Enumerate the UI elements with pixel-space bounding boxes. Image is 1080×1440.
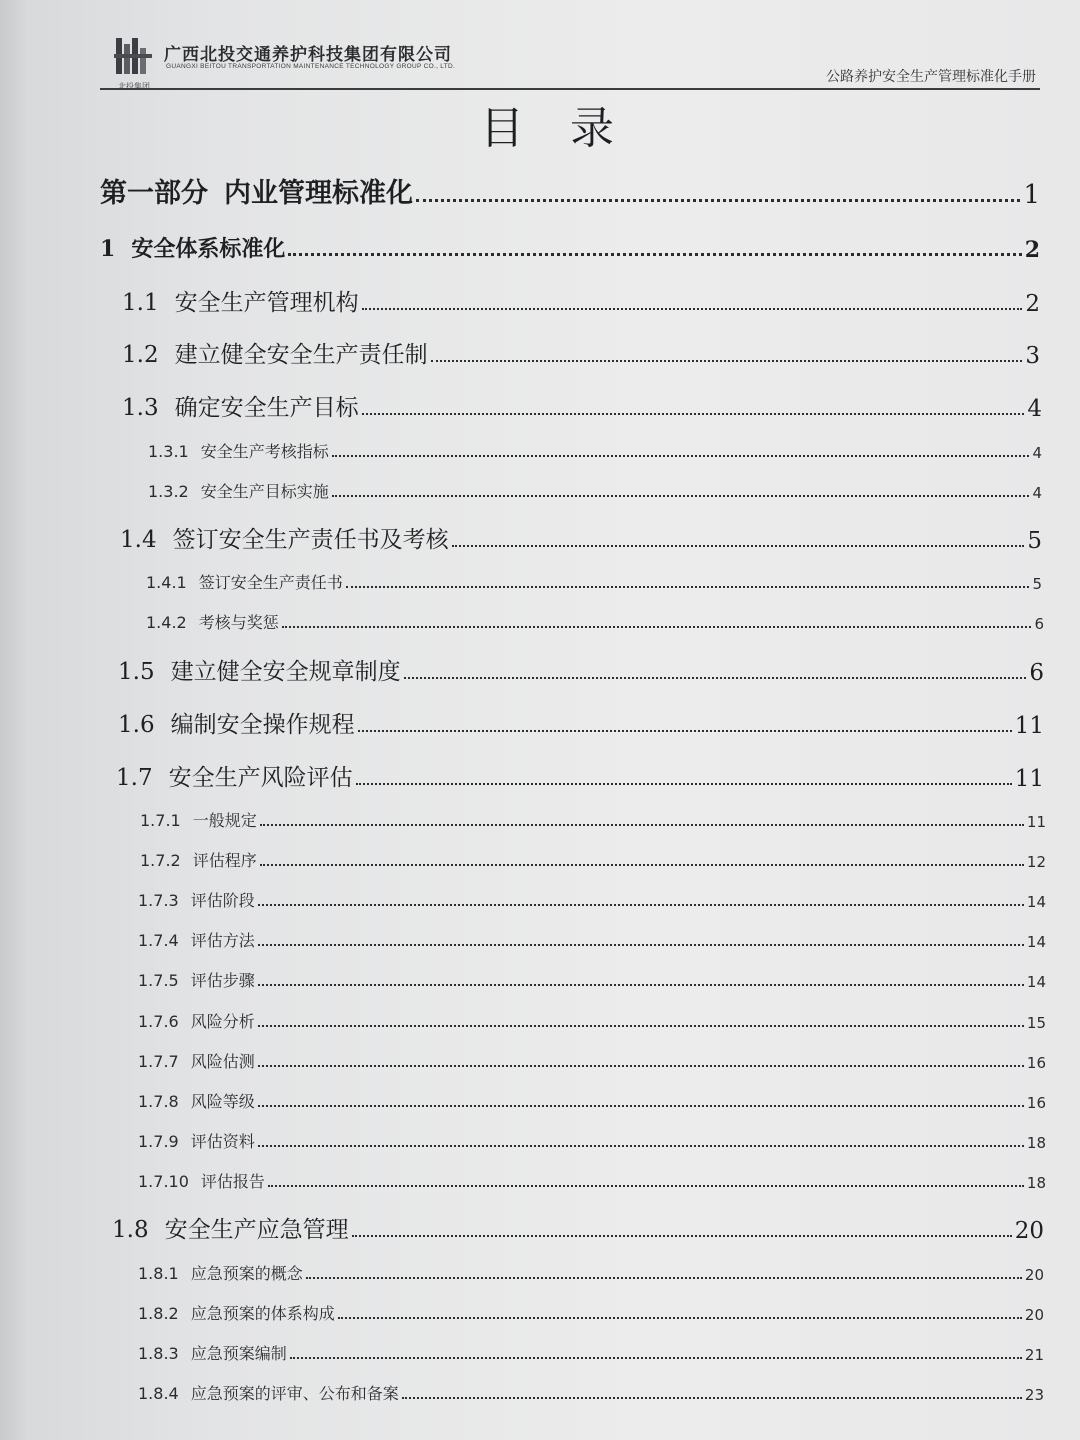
toc-entry-label	[138, 968, 255, 991]
toc-entry-number: 1	[100, 236, 116, 262]
toc-heading: 目录	[480, 103, 660, 154]
toc-entry-number: 1.7	[116, 765, 153, 791]
toc-entry-title: 评估步骤	[190, 971, 255, 990]
toc-entry-page-number: 11	[1026, 813, 1046, 831]
toc-entry-label	[138, 1169, 265, 1192]
toc-entry	[138, 925, 1046, 951]
toc-entry-page-number: 14	[1026, 973, 1046, 991]
toc-entry	[118, 650, 1044, 686]
toc-entry-label	[122, 389, 359, 422]
company-name-en: GUANGXI BEITOU TRANSPORTATION MAINTENANCE TECHNOLOGY GROUP CO., LTD.	[166, 63, 456, 70]
dot-leader	[282, 626, 1032, 628]
toc-entry-title: 风险分析	[190, 1012, 255, 1031]
dot-leader	[260, 824, 1024, 826]
toc-entry-page-number: 21	[1024, 1346, 1044, 1364]
toc-entry-label	[112, 1211, 349, 1244]
toc-entry-page-number: 3	[1025, 343, 1040, 369]
toc-entry-title: 内业管理标准化	[224, 178, 413, 209]
toc-entry-title: 应急预案编制	[190, 1344, 287, 1363]
toc-entry-title: 签订安全生产责任书及考核	[172, 527, 449, 553]
toc-entry-title: 建立健全安全规章制度	[170, 659, 401, 685]
dot-leader	[288, 253, 1021, 256]
toc-entry	[148, 476, 1042, 502]
toc-entry-number: 1.4.1	[146, 573, 187, 592]
toc-entry-page-number: 14	[1026, 893, 1046, 911]
toc-entry-number: 1.7.4	[138, 931, 179, 950]
toc-entry-title: 应急预案的体系构成	[190, 1304, 335, 1323]
toc-entry-title: 评估程序	[192, 851, 257, 870]
toc-entry	[138, 1046, 1046, 1072]
toc-entry-label	[138, 1089, 255, 1112]
toc-entry-title: 一般规定	[192, 811, 257, 830]
toc-entry-label	[116, 759, 353, 792]
toc-entry-number: 1.8.3	[138, 1344, 179, 1363]
toc-entry	[148, 436, 1042, 462]
page-edge-shadow	[0, 0, 28, 1440]
toc-entry	[138, 1126, 1046, 1152]
toc-entry-number: 1.6	[118, 712, 155, 738]
toc-entry-title: 安全体系标准化	[131, 237, 286, 262]
company-name-cn: 广西北投交通养护科技集团有限公司	[164, 45, 452, 65]
toc-entry	[100, 170, 1040, 210]
toc-entry	[138, 1298, 1044, 1324]
toc-entry	[116, 756, 1044, 792]
toc-entry-title: 安全生产管理机构	[174, 290, 359, 316]
dot-leader	[290, 1357, 1022, 1359]
dot-leader	[338, 1317, 1022, 1319]
toc-entry-title: 建立健全安全生产责任制	[174, 342, 428, 368]
toc-entry-title: 安全生产考核指标	[200, 442, 329, 461]
toc-entry-page-number: 6	[1029, 660, 1044, 686]
toc-entry-number: 1.5	[118, 659, 155, 685]
toc-entry	[138, 1086, 1046, 1112]
toc-entry-title: 评估报告	[200, 1172, 265, 1191]
page-header	[100, 22, 1040, 94]
toc-entry-page-number: 16	[1026, 1094, 1046, 1112]
toc-entry	[118, 703, 1044, 739]
toc-entry-page-number: 20	[1024, 1306, 1044, 1324]
company-logo	[112, 34, 156, 94]
toc-entry-number: 1.7.1	[140, 811, 181, 830]
toc-entry-label	[118, 706, 355, 739]
toc-entry-page-number: 2	[1024, 237, 1040, 263]
toc-entry-label	[120, 521, 449, 554]
toc-entry-title: 评估方法	[190, 931, 255, 950]
toc-entry-title: 编制安全操作规程	[170, 712, 355, 738]
dot-leader	[258, 944, 1024, 946]
toc-entry-page-number: 15	[1026, 1014, 1046, 1032]
toc-entry-title: 考核与奖惩	[198, 613, 279, 632]
toc-entry-label	[146, 610, 279, 633]
toc-entry-page-number: 4	[1027, 396, 1042, 422]
toc-entry-number: 1.7.7	[138, 1052, 179, 1071]
dot-leader	[356, 783, 1012, 785]
toc-entry-label	[138, 1341, 287, 1364]
toc-entry-number: 1.3	[122, 395, 159, 421]
toc-entry-label	[140, 808, 257, 831]
dot-leader	[402, 1397, 1022, 1399]
toc-entry-title: 安全生产应急管理	[164, 1217, 349, 1243]
toc-entry-page-number: 5	[1032, 575, 1042, 593]
dot-leader	[258, 1065, 1024, 1067]
dot-leader	[346, 586, 1030, 588]
dot-leader	[362, 308, 1023, 310]
toc-entry	[120, 518, 1042, 554]
toc-entry-number: 1.3.2	[148, 482, 189, 501]
toc-entry-label	[138, 928, 255, 951]
toc-entry-label	[122, 284, 359, 317]
toc-entry-label	[138, 1261, 303, 1284]
dot-leader	[332, 455, 1030, 457]
svg-text:北投集团: 北投集团	[118, 82, 150, 91]
dot-leader	[452, 545, 1025, 547]
toc-entry-page-number: 14	[1026, 933, 1046, 951]
toc-entry	[140, 805, 1046, 831]
toc-entry-title: 评估阶段	[190, 891, 255, 910]
dot-leader	[362, 413, 1025, 415]
toc-entry-page-number: 11	[1014, 766, 1044, 792]
toc-entry-number: 1.8.1	[138, 1264, 179, 1283]
toc-entry-page-number: 18	[1026, 1174, 1046, 1192]
toc-entry-page-number: 23	[1024, 1386, 1044, 1404]
toc-entry	[122, 333, 1040, 369]
toc-entry-label	[138, 1009, 255, 1032]
toc-entry	[138, 1378, 1044, 1404]
toc-entry-page-number: 1	[1023, 180, 1040, 210]
toc-entry-number: 1.2	[122, 342, 159, 368]
toc-entry-title: 应急预案的评审、公布和备案	[190, 1384, 399, 1403]
toc-entry-label	[148, 479, 329, 502]
toc-entry	[138, 965, 1046, 991]
toc-entry-label	[100, 171, 413, 210]
toc-entry-number: 1.7.10	[138, 1172, 189, 1191]
toc-entry-title: 安全生产风险评估	[168, 765, 353, 791]
toc-entry-page-number: 4	[1032, 484, 1042, 502]
toc-entry-label	[140, 848, 257, 871]
dot-leader	[258, 1145, 1024, 1147]
dot-leader	[352, 1235, 1012, 1237]
toc-entry-label	[100, 232, 285, 263]
toc-entry-number: 1.8.2	[138, 1304, 179, 1323]
toc-entry	[138, 1166, 1046, 1192]
toc-entry-number: 1.7.3	[138, 891, 179, 910]
toc-entry-page-number: 20	[1014, 1218, 1044, 1244]
dot-leader	[332, 495, 1030, 497]
dot-leader	[260, 864, 1024, 866]
toc-entry	[122, 386, 1042, 422]
toc-entry-number: 1.7.8	[138, 1092, 179, 1111]
toc-entry	[146, 567, 1042, 593]
toc-entry-title: 风险等级	[190, 1092, 255, 1111]
toc-entry	[138, 885, 1046, 911]
toc-entry-label	[138, 1381, 399, 1404]
dot-leader	[258, 1025, 1024, 1027]
toc-entry-label	[118, 653, 401, 686]
dot-leader	[358, 730, 1012, 732]
toc-entry-title: 确定安全生产目标	[174, 395, 359, 421]
toc-entry-number: 1.8.4	[138, 1384, 179, 1403]
toc-entry-page-number: 6	[1034, 615, 1044, 633]
toc-entry-page-number: 18	[1026, 1134, 1046, 1152]
dot-leader	[258, 904, 1024, 906]
toc-entry-number: 1.1	[122, 290, 159, 316]
toc-entry-number: 1.7.9	[138, 1132, 179, 1151]
toc-entry-number: 1.4	[120, 527, 157, 553]
toc-entry	[138, 1006, 1046, 1032]
toc-entry-label	[122, 336, 428, 369]
toc-entry-label	[148, 439, 329, 462]
toc-entry	[140, 845, 1046, 871]
dot-leader	[306, 1277, 1022, 1279]
toc-entry-title: 风险估测	[190, 1052, 255, 1071]
dot-leader	[416, 199, 1020, 202]
toc-entry	[112, 1208, 1044, 1244]
toc-entry-number: 1.7.5	[138, 971, 179, 990]
header-divider	[100, 88, 1040, 90]
toc-entry-label	[146, 570, 343, 593]
dot-leader	[258, 984, 1024, 986]
toc-entry-title: 签订安全生产责任书	[198, 573, 343, 592]
toc-entry-label	[138, 1129, 255, 1152]
toc-entry	[146, 607, 1044, 633]
toc-entry-number: 1.8	[112, 1217, 149, 1243]
dot-leader	[268, 1185, 1024, 1187]
toc-entry-page-number: 16	[1026, 1054, 1046, 1072]
dot-leader	[258, 1105, 1024, 1107]
toc-entry-number: 第一部分	[100, 178, 208, 209]
manual-title: 公路养护安全生产管理标准化手册	[826, 69, 1036, 85]
toc-entry	[122, 281, 1040, 317]
toc-entry	[100, 227, 1040, 263]
toc-entry	[138, 1338, 1044, 1364]
toc-entry-page-number: 12	[1026, 853, 1046, 871]
toc-entry-page-number: 2	[1025, 291, 1040, 317]
toc-entry-number: 1.3.1	[148, 442, 189, 461]
dot-leader	[404, 677, 1027, 679]
toc-entry-page-number: 5	[1027, 528, 1042, 554]
toc-entry-number: 1.7.6	[138, 1012, 179, 1031]
toc-entry	[138, 1258, 1044, 1284]
toc-entry-title: 评估资料	[190, 1132, 255, 1151]
dot-leader	[431, 360, 1023, 362]
toc-entry-label	[138, 1049, 255, 1072]
toc-entry-page-number: 4	[1032, 444, 1042, 462]
toc-entry-label	[138, 888, 255, 911]
toc-entry-number: 1.7.2	[140, 851, 181, 870]
toc-entry-page-number: 11	[1014, 713, 1044, 739]
toc-entry-title: 安全生产目标实施	[200, 482, 329, 501]
toc-entry-page-number: 20	[1024, 1266, 1044, 1284]
toc-entry-number: 1.4.2	[146, 613, 187, 632]
toc-entry-title: 应急预案的概念	[190, 1264, 303, 1283]
toc-entry-label	[138, 1301, 335, 1324]
